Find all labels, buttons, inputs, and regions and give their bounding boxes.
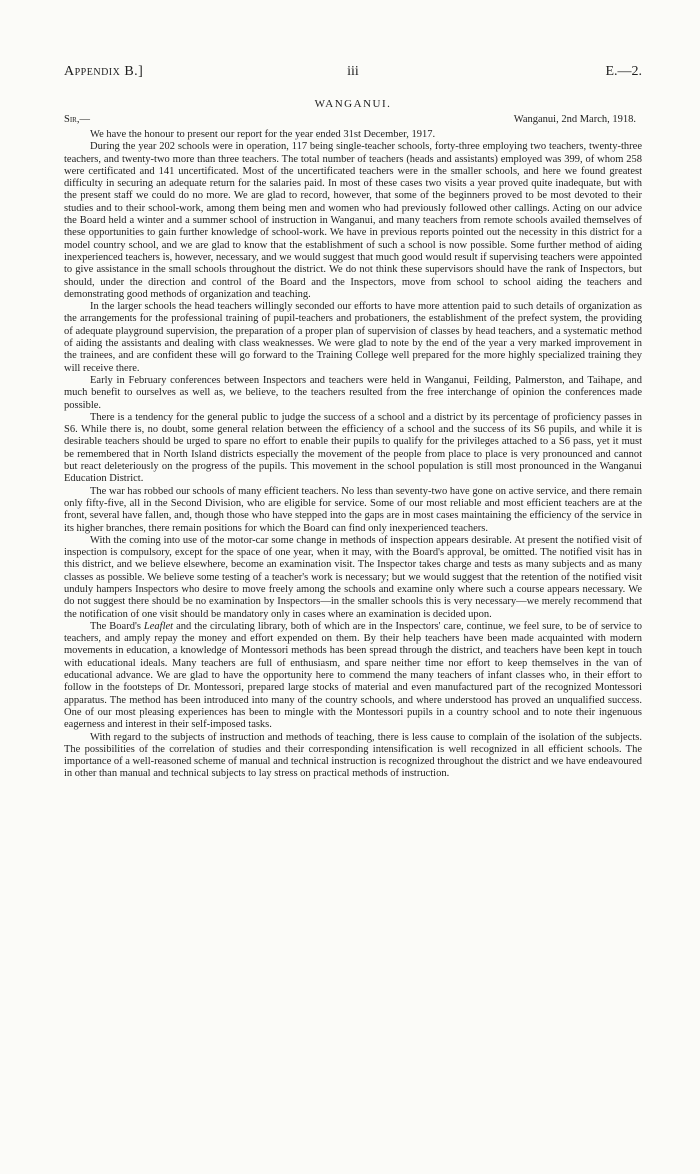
salutation-row (64, 114, 642, 127)
paragraph: Early in February conferences between Inspectors and teachers were held in Wanganui, Feilding, Palmerston, and Taihape, and much benefit to ourselves as well as, we believe, to the teachers resulted from the free interchange of opinion the conferences made possible. (64, 374, 642, 411)
paragraph: There is a tendency for the general public to judge the success of a school and a district by its percentage of proficiency passes in S6. While there is, no doubt, some general relation between the efficiency of a school and the success of its S6 pupils, and while it is desirable teachers should be urged to spare no effort to enable their pupils to qualify for the privileges attached to a S6 pass, yet it must be remembered that in North Island districts especially the movement of the people from place to place is very pronounced and cannot but react deleteriously on the progress of the pupils. This movement in the school population is still most pronounced in the Wanganui Education District. (64, 411, 642, 485)
paragraph: In the larger schools the head teachers willingly seconded our efforts to have more attention paid to such details of organization as the arrangements for the professional training of pupil-teachers and probationers, the establishment of the prefect system, the providing of adequate playground supervision, the preparation of a proper plan of supervision of classes by head teachers, and a systematic method of aiding the assistants and dealing with class weaknesses. We were glad to note by the end of the year a very marked improvement in the trainees, and are confident these will go forward to the Training College well prepared for the more highly specialized training they will receive there. (64, 301, 642, 374)
page-number: iii (347, 64, 359, 79)
report-body (64, 129, 642, 781)
running-head (64, 64, 642, 86)
paragraph: With regard to the subjects of instruction and methods of teaching, there is less cause to complain of the isolation of the subjects. The possibilities of the correlation of studies and their corresponding intensification is well recognized in all efficient schools. The importance of a well-reasoned scheme of manual and technical instruction is recognized throughout the district and we have endeavoured in other than manual and technical subjects to lay stress on practical methods of instruction. (64, 731, 642, 780)
paragraph: During the year 202 schools were in operation, 117 being single-teacher schools, forty-three employing two teachers, twenty-three teachers, and twenty-two more than three teachers. The total number of teachers (heads and assistants) employed was 399, of whom 258 were certificated and 141 uncertificated. Most of the uncertificated teachers were in the smaller schools, and here we found greatest difficulty in securing an adequate return for the salaries paid. In most of these cases two visits a year proved quite inadequate, but with the present staff we could do no more. We are glad to record, however, that some of the beginners proved to be most devoted to their studies and to their school-work, among them being men and women who had previously followed other callings. Acting on our advice the Board held a winter and a summer school of instruction in Wanganui, and many teachers from remote schools availed themselves of these opportunities to gain further knowledge of school-work. We have in previous reports pointed out the necessity in this district for a model country school, and we are glad to know that the establishment of such a school is now possible. Some further method of aiding inexperienced teachers is, however, necessary, and we would suggest that much good would result if supervising teachers were appointed to give assistance in the small schools throughout the district. We do not think these supervisors should have the rank of Inspectors, but should, under the direction and control of the Board and the Inspectors, move from school to school aiding the teachers and demonstrating good methods of organization and teaching. (64, 141, 642, 300)
paragraph: The war has robbed our schools of many efficient teachers. No less than seventy-two have gone on active service, and there remain only fifty-five, all in the Second Division, who are eligible for service. Some of our most reliable and most efficient teachers are at the front, several have fallen, and, though those who have stepped into the gaps are in most cases maintaining the efficiency of the service in its higher branches, there remain positions for which the Board can find only inexperienced teachers. (64, 485, 642, 534)
appendix-label: Appendix B.] (64, 64, 144, 79)
paragraph: We have the honour to present our report for the year ended 31st December, 1917. (90, 129, 436, 140)
document-reference: E.—2. (605, 64, 642, 79)
district-heading: WANGANUI. (314, 98, 392, 110)
paragraph: With the coming into use of the motor-car some change in methods of inspection appears desirable. At present the notified visit of inspection is compulsory, except for the space of one year, when it may, with the Board's approval, be omitted. The notified visit has in this district, and we believe elsewhere, become an examination visit. The Inspector takes charge and tests as many subjects and as many classes as possible. We believe some testing of a teacher's work is necessary; but we would suggest that the retention of the notified visit unduly hampers Inspectors who desire to move freely among the schools and examine only where such a course appears necessary. We do not suggest there should be no examination by Inspectors—in the smaller schools this is very necessary—we merely recommend that the notification of one visit should be mandatory only in cases where an examination is decided upon. (64, 534, 642, 620)
salutation: Sir,— (64, 114, 90, 125)
dateline: Wanganui, 2nd March, 1918. (513, 114, 636, 125)
paragraph: The Board's Leaflet and the circulating library, both of which are in the Inspectors' care, continue, we feel sure, to be of service to teachers, and amply repay the money and effort expended on them. By their help teachers have been made acquainted with modern movements in education, a knowledge of Montessori methods has been spread through the district, and teachers have been kept in touch with educational ideals. Many teachers are full of enthusiasm, and spare neither time nor effort to keep themselves in the van of educational advance. We are glad to have the opportunity here to commend the many teachers of infant classes who, in their effort to follow in the footsteps of Dr. Montessori, prepared large stocks of material and even manufactured part of the recognized Montessori apparatus. The method has been introduced into many of the country schools, and where understood has proved an unqualified success. One of our most pleasing experiences has been to mingle with the Montessori pupils in a country school and to note their ingenuous eagerness and interest in their self-imposed tasks. (64, 620, 643, 731)
